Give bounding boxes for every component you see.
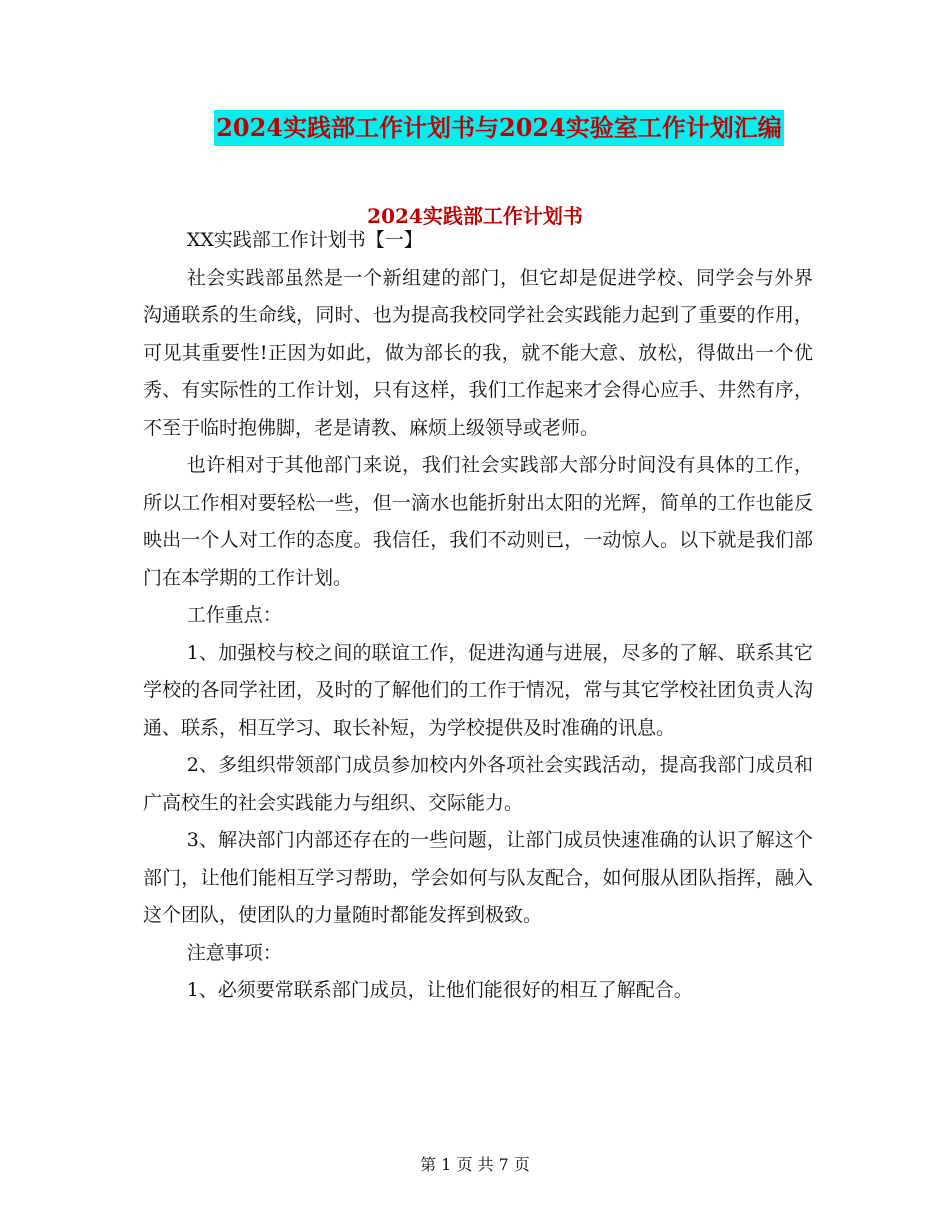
paragraph-subheading: XX实践部工作计划书【一】 — [186, 229, 423, 251]
paragraph-list-item: 2、多组织带领部门成员参加校内外各项社会实践活动，提高我部门成员和广高校生的社会实践能力与组织、交际能力。 — [143, 754, 813, 814]
section-title: 2024实践部工作计划书 — [367, 204, 583, 228]
paragraph-list-item: 3、解决部门内部还存在的一些问题，让部门成员快速准确的认识了解这个部门，让他们能相互学习帮助，学会如何与队友配合，如何服从团队指挥，融入这个团队，使团队的力量随时都能发挥到极致。 — [143, 829, 813, 926]
document-title-container — [0, 110, 950, 146]
paragraph: 社会实践部虽然是一个新组建的部门，但它却是促进学校、同学会与外界沟通联系的生命线，同时、也为提高我校同学社会实践能力起到了重要的作用，可见其重要性!正因为如此，做为部长的我，就不能大意、放松，得做出一个优秀、有实际性的工作计划，只有这样，我们工作起来才会得心应手、井然有序，不至于临时抱佛脚，老是请教、麻烦上级领导或老师。 — [143, 266, 813, 439]
paragraph-list-item: 1、必须要常联系部门成员，让他们能很好的相互了解配合。 — [186, 979, 693, 1001]
paragraph: 也许相对于其他部门来说，我们社会实践部大部分时间没有具体的工作，所以工作相对要轻松一些，但一滴水也能折射出太阳的光辉，简单的工作也能反映出一个人对工作的态度。我信任，我们不动则已，一动惊人。以下就是我们部门在本学期的工作计划。 — [143, 454, 813, 589]
paragraph-heading-work-focus: 工作重点： — [186, 604, 282, 626]
paragraph-heading-notes: 注意事项： — [186, 941, 282, 964]
document-body — [143, 222, 813, 1010]
document-title: 2024实践部工作计划书与2024实验室工作计划汇编 — [214, 110, 784, 146]
paragraph-list-item: 1、加强校与校之间的联谊工作，促进沟通与进展，尽多的了解、联系其它学校的各同学社团，及时的了解他们的工作于情况，常与其它学校社团负责人沟通、联系，相互学习、取长补短，为学校提供及时准确的讯息。 — [143, 641, 813, 739]
page-footer: 第 1 页 共 7 页 — [420, 1155, 530, 1174]
